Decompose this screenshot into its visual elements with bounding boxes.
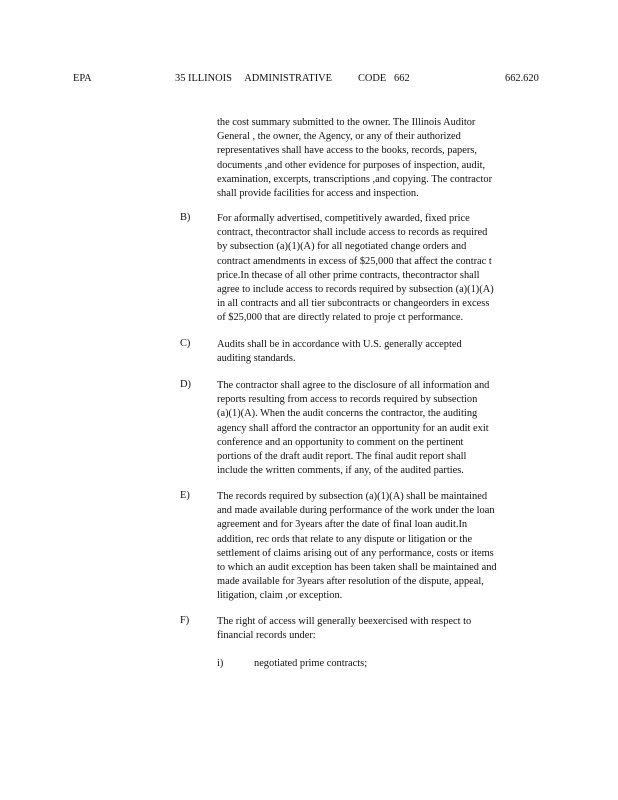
paragraph-line: made available for 3years after resolution of the dispute, appeal, <box>217 576 484 588</box>
paragraph-line: and made available during performance of the work under the loan <box>217 505 495 517</box>
header-agency: EPA <box>73 73 92 84</box>
item-body <box>217 379 547 478</box>
paragraph-line: litigation, claim ,or exception. <box>217 590 343 602</box>
paragraph-line: documents ,and other evidence for purposes of inspection, audit, <box>217 159 486 171</box>
paragraph-line: portions of the draft audit report. The final audit report shall <box>217 450 467 462</box>
paragraph-line: shall provide facilities for access and inspection. <box>217 187 419 199</box>
paragraph-line: contract amendments in excess of $25,000 that affect the contrac t <box>217 255 492 267</box>
paragraph-line: addition, rec ords that relate to any dispute or litigation or the <box>217 533 473 545</box>
paragraph-line: agreement and for 3years after the date of final loan audit.In <box>217 519 468 531</box>
header-section-number: 662.620 <box>505 73 539 84</box>
item-body <box>217 212 547 326</box>
item-label: D) <box>180 379 191 390</box>
item-label: F) <box>180 615 190 626</box>
paragraph-line: agree to include access to records required by subsection (a)(1)(A) <box>217 283 494 295</box>
header-title: 35 ILLINOIS ADMINISTRATIVE CODE 662 <box>175 73 410 84</box>
paragraph-line: price.In thecase of all other prime contracts, thecontractor shall <box>217 269 480 281</box>
paragraph-line: by subsection (a)(1)(A) for all negotiated change orders and <box>217 241 467 253</box>
item-label: E) <box>180 490 190 501</box>
paragraph-line: Audits shall be in accordance with U.S. generally accepted <box>217 339 462 350</box>
paragraph-line: of $25,000 that are directly related to proje ct performance. <box>217 312 464 324</box>
paragraph-line: The records required by subsection (a)(1)(A) shall be maintained <box>217 491 488 502</box>
paragraph-line: reports resulting from access to records required by subsection <box>217 394 478 406</box>
intro-paragraph <box>217 116 547 201</box>
paragraph-line: For aformally advertised, competitively awarded, fixed price <box>217 213 470 224</box>
paragraph-line: financial records under: <box>217 630 316 642</box>
item-label: B) <box>180 212 191 223</box>
paragraph-line: the cost summary submitted to the owner. The Illinois Auditor <box>217 117 476 128</box>
item-body <box>217 490 547 604</box>
paragraph-line: include the written comments, if any, of the audited parties. <box>217 465 464 477</box>
paragraph-line: in all contracts and all tier subcontracts or changeorders in excess <box>217 298 490 310</box>
paragraph-line: settlement of claims arising out of any performance, costs or items <box>217 547 494 559</box>
paragraph-line: examination, excerpts, transcriptions ,and copying. The contractor <box>217 173 493 185</box>
paragraph-line: agency shall afford the contractor an opportunity for an audit exit <box>217 422 489 434</box>
paragraph-line: contract, thecontractor shall include access to records as required <box>217 227 488 239</box>
item-body <box>217 338 547 366</box>
paragraph-line: The contractor shall agree to the disclosure of all information and <box>217 380 490 391</box>
paragraph-line: General , the owner, the Agency, or any of their authorized <box>217 131 461 143</box>
subitem-text: negotiated prime contracts; <box>254 658 368 669</box>
item-label: C) <box>180 338 191 349</box>
item-body <box>217 615 547 643</box>
paragraph-line: The right of access will generally beexercised with respect to <box>217 616 472 627</box>
paragraph-line: representatives shall have access to the books, records, papers, <box>217 145 477 157</box>
paragraph-line: conference and an opportunity to comment on the pertinent <box>217 436 464 448</box>
subitem-label: i) <box>217 658 224 669</box>
paragraph-line: (a)(1)(A). When the audit concerns the contractor, the auditing <box>217 408 478 420</box>
paragraph-line: auditing standards. <box>217 353 296 365</box>
paragraph-line: to which an audit exception has been taken shall be maintained and <box>217 561 497 573</box>
